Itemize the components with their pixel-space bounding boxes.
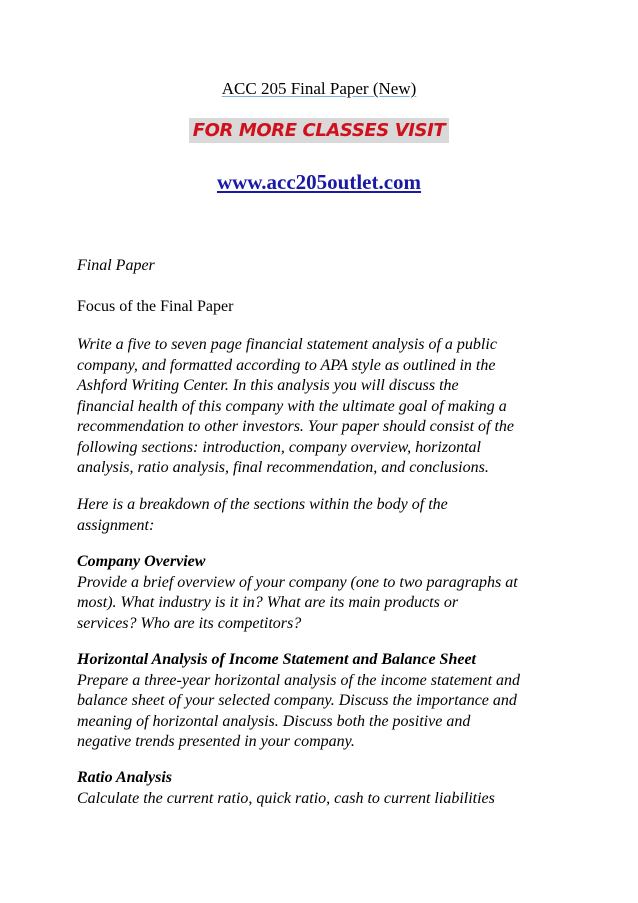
ratio-analysis-line: Calculate the current ratio, quick ratio, cash to current liabilities xyxy=(77,789,495,807)
horizontal-analysis-section xyxy=(77,650,577,753)
intro-line: analysis, ratio analysis, final recommendation, and conclusions. xyxy=(77,459,489,476)
company-overview-line: most). What industry is it in? What are its main products or xyxy=(77,594,459,611)
ratio-analysis-heading: Ratio Analysis xyxy=(77,769,172,786)
breakdown-line: assignment: xyxy=(77,516,155,534)
focus-heading: Focus of the Final Paper xyxy=(77,298,234,315)
intro-line: following sections: introduction, company overview, horizontal xyxy=(77,438,481,456)
horizontal-analysis-line: negative trends presented in your company. xyxy=(77,733,355,750)
website-line xyxy=(0,168,638,196)
horizontal-analysis-line: meaning of horizontal analysis. Discuss both the positive and xyxy=(77,712,471,730)
ratio-analysis-section xyxy=(77,768,577,809)
promo-text: FOR MORE CLASSES VISIT xyxy=(189,118,450,143)
intro-line: financial health of this company with the ultimate goal of making a xyxy=(77,397,507,415)
final-paper-label: Final Paper xyxy=(77,257,155,274)
course-title-text: ACC 205 Final Paper (New) xyxy=(221,79,417,98)
horizontal-analysis-line: Prepare a three-year horizontal analysis of the income statement and xyxy=(77,671,521,689)
promo-banner xyxy=(0,118,638,144)
horizontal-analysis-line: balance sheet of your selected company. Discuss the importance and xyxy=(77,692,517,709)
company-overview-heading: Company Overview xyxy=(77,553,206,570)
breakdown-paragraph xyxy=(77,495,577,536)
website-link[interactable]: www.acc205outlet.com xyxy=(216,170,422,194)
intro-line: company, and formatted according to APA style as outlined in the xyxy=(77,356,496,374)
company-overview-line: services? Who are its competitors? xyxy=(77,614,302,632)
company-overview-section xyxy=(77,552,577,634)
breakdown-line: Here is a breakdown of the sections within the body of the xyxy=(77,496,448,513)
intro-line: Ashford Writing Center. In this analysis you will discuss the xyxy=(77,377,459,394)
horizontal-analysis-heading: Horizontal Analysis of Income Statement and Balance Sheet xyxy=(77,651,476,668)
intro-line: recommendation to other investors. Your paper should consist of the xyxy=(77,418,515,435)
course-title xyxy=(0,78,638,100)
intro-line: Write a five to seven page financial statement analysis of a public xyxy=(77,336,497,353)
company-overview-line: Provide a brief overview of your company (one to two paragraphs at xyxy=(77,573,518,591)
intro-paragraph xyxy=(77,335,577,479)
